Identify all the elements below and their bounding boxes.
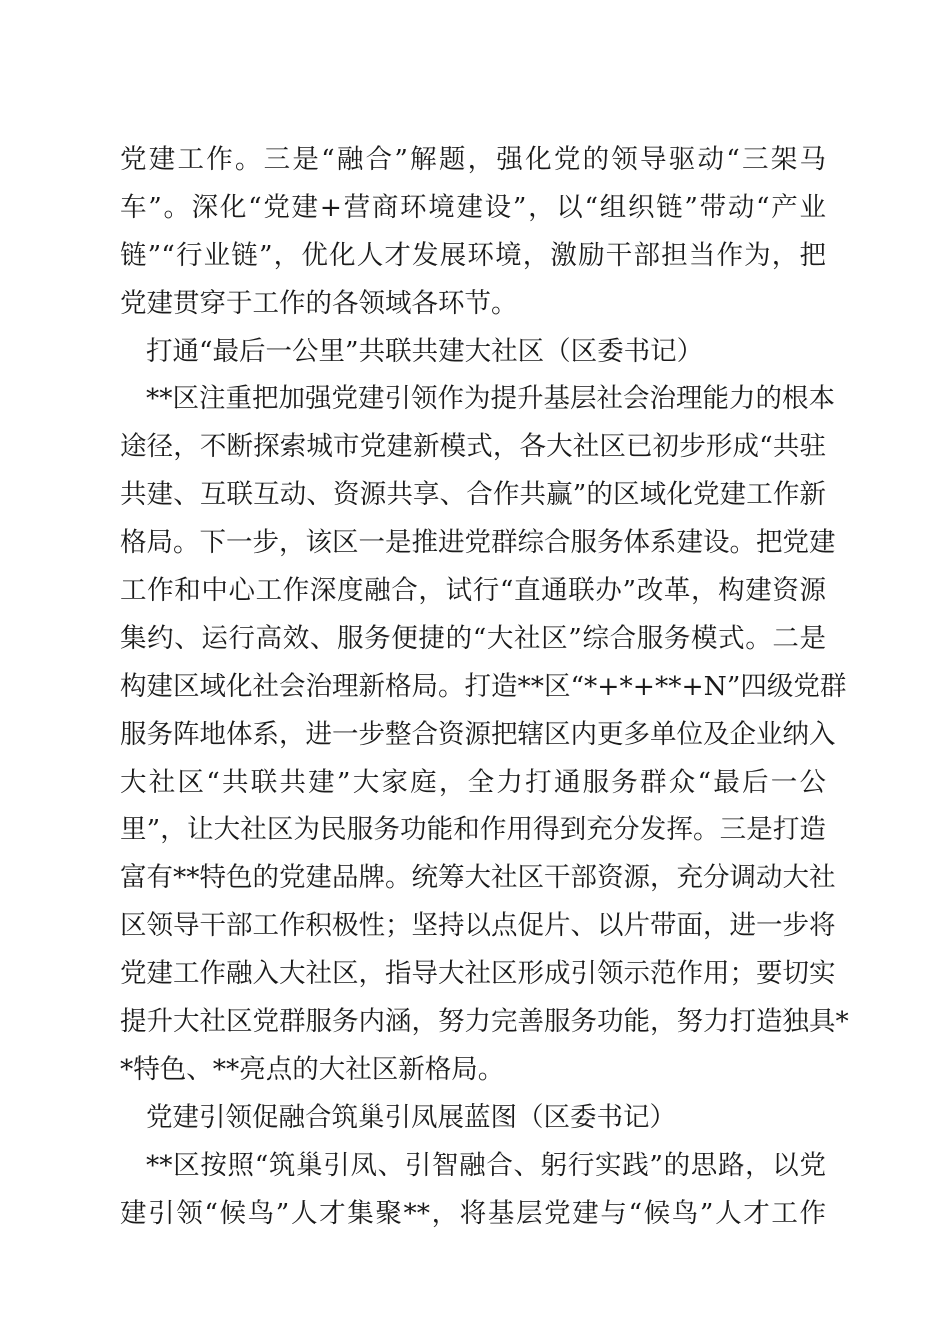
- section-heading: 党建引领促融合筑巢引凤展蓝图（区委书记）: [146, 1101, 676, 1133]
- paragraph: [120, 1142, 826, 1238]
- text-line: 途径，不断探索城市党建新模式，各大社区已初步形成“共驻: [120, 431, 826, 463]
- text-line: 链”“行业链”，优化人才发展环境，激励干部担当作为，把: [120, 239, 826, 271]
- text-line: 车”。深化“党建+营商环境建设”，以“组织链”带动“产业: [120, 191, 826, 223]
- text-line: 提升大社区党群服务内涵，努力完善服务功能，努力打造独具*: [120, 1006, 849, 1038]
- section-heading: 打通“最后一公里”共联共建大社区（区委书记）: [146, 335, 704, 367]
- text-line: 服务阵地体系，进一步整合资源把辖区内更多单位及企业纳入: [120, 718, 836, 750]
- text-line: **区按照“筑巢引凤、引智融合、躬行实践”的思路，以党: [146, 1149, 826, 1181]
- text-line: 里”，让大社区为民服务功能和作用得到充分发挥。三是打造: [120, 814, 826, 846]
- text-line: 建引领“候鸟”人才集聚**，将基层党建与“候鸟”人才工作: [120, 1197, 826, 1229]
- text-line: **区注重把加强党建引领作为提升基层社会治理能力的根本: [146, 383, 835, 415]
- text-line: 工作和中心工作深度融合，试行“直通联办”改革，构建资源: [120, 575, 826, 607]
- document-body: [120, 136, 849, 1237]
- paragraph-continuation: [120, 136, 826, 328]
- text-line: 党建工作。三是“融合”解题，强化党的领导驱动“三架马: [120, 144, 826, 175]
- text-line: 大社区“共联共建”大家庭，全力打通服务群众“最后一公: [120, 766, 826, 798]
- text-line: 集约、运行高效、服务便捷的“大社区”综合服务模式。二是: [120, 622, 826, 654]
- text-line: 富有**特色的党建品牌。统筹大社区干部资源，充分调动大社: [120, 862, 836, 894]
- text-line: *特色、**亮点的大社区新格局。: [120, 1053, 505, 1085]
- paragraph: [120, 375, 849, 1093]
- text-line: 区领导干部工作积极性；坚持以点促片、以片带面，进一步将: [120, 910, 836, 942]
- text-line: 共建、互联互动、资源共享、合作共赢”的区域化党建工作新: [120, 479, 826, 511]
- text-line: 党建工作融入大社区，指导大社区形成引领示范作用；要切实: [120, 958, 836, 990]
- text-line: 格局。下一步，该区一是推进党群综合服务体系建设。把党建: [120, 527, 836, 559]
- text-line: 党建贯穿于工作的各领域各环节。: [120, 287, 518, 319]
- text-line: 构建区域化社会治理新格局。打造**区“*+*+**+N”四级党群: [120, 670, 847, 702]
